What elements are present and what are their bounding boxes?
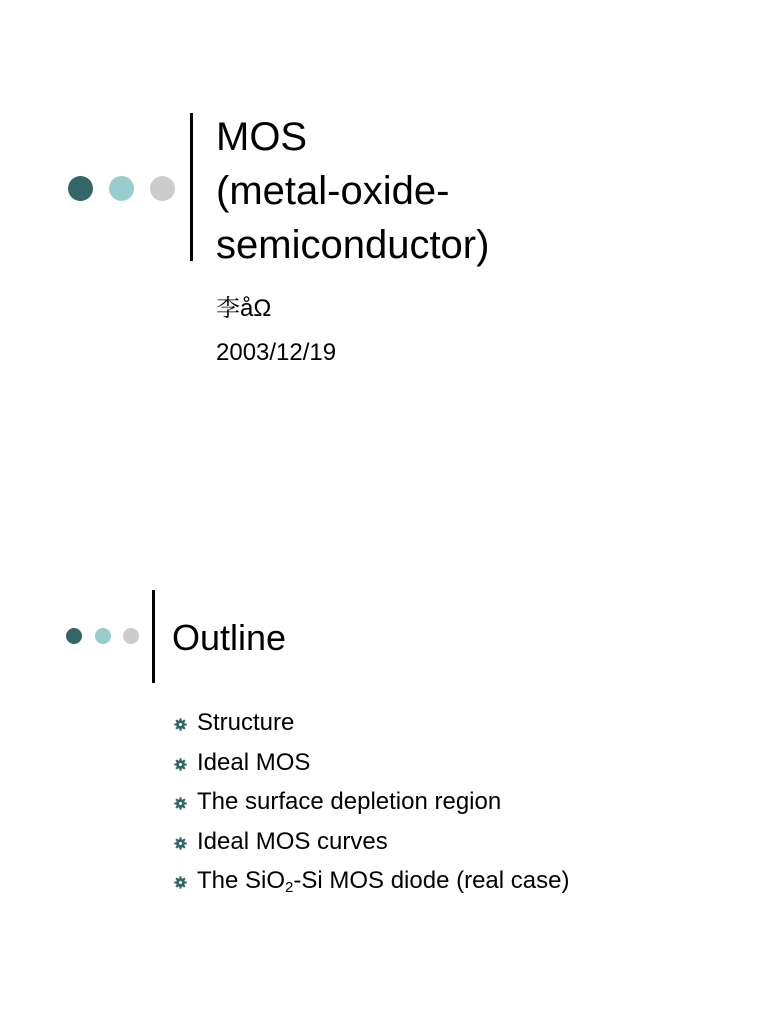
decorative-dot-gray: [150, 176, 175, 201]
list-item-text: The surface depletion region: [197, 788, 502, 815]
list-item: [174, 865, 569, 905]
decorative-dot-light: [109, 176, 134, 201]
list-item-text-prefix: The SiO: [197, 867, 286, 894]
decorative-dot-gray: [123, 628, 139, 644]
gear-bullet-icon: [174, 797, 187, 810]
decorative-dot-dark: [66, 628, 82, 644]
decorative-dot-light: [95, 628, 111, 644]
list-item-text: [197, 867, 569, 894]
title-line-1: MOS: [216, 115, 308, 159]
title-line-3: semiconductor): [216, 223, 490, 267]
gear-bullet-icon: [174, 718, 187, 731]
gear-bullet-icon: [174, 758, 187, 771]
list-item: [174, 747, 569, 787]
list-item: [174, 786, 569, 826]
outline-list: [174, 707, 569, 905]
list-item-text: Ideal MOS curves: [197, 827, 388, 855]
list-item: [174, 707, 569, 747]
outline-slide: [0, 512, 768, 1024]
list-item-text: Ideal MOS: [197, 748, 311, 776]
outline-divider-line: [152, 590, 155, 683]
title-line-2: (metal-oxide-: [216, 169, 450, 213]
author-name: 李åΩ: [216, 295, 272, 322]
presentation-date: 2003/12/19: [216, 339, 337, 366]
list-item: [174, 826, 569, 866]
gear-bullet-icon: [174, 876, 187, 889]
decorative-dot-dark: [68, 176, 93, 201]
list-item-text-suffix: -Si MOS diode (real case): [293, 867, 570, 894]
gear-bullet-icon: [174, 837, 187, 850]
subscript-2: 2: [285, 879, 294, 896]
list-item-text: Structure: [197, 709, 295, 736]
outline-title: Outline: [172, 617, 287, 658]
title-divider-line: [190, 113, 193, 261]
slide-title: [216, 110, 489, 272]
